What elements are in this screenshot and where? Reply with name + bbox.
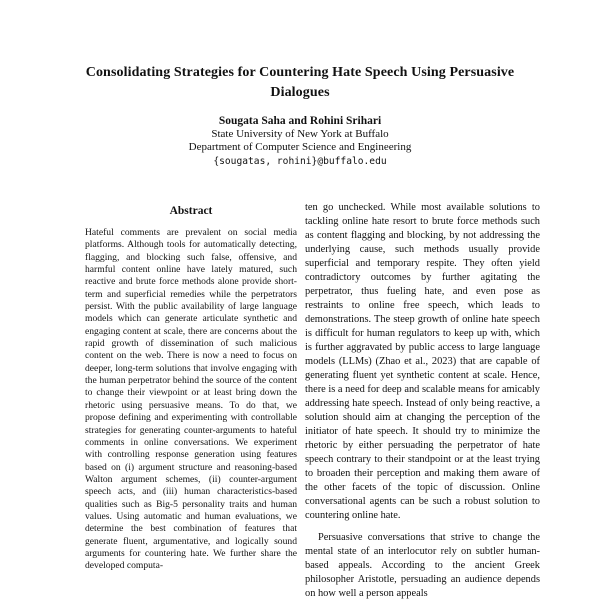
abstract-text: Hateful comments are prevalent on social media platforms. Although tools for automatically detecting, flagging, and blocking such false, offensive, and harmful content online have lately matured, such reactive and brute force methods alone provide short-term and superficial remedies while the perpetrators persist. With the public availability of large language models which can generate articulate synthetic and engaging content at scale, there are concerns about the rapid growth of dissemination of such malicious content on the web. There is now a need to focus on deeper, long-term solutions that involve engaging with the human perpetrator behind the source of the content to change their viewpoint or at least bring down the rhetoric using persuasive means. To do that, we propose defining and experimenting with controllable strategies for generating counter-arguments to hateful comments in online conversations. We experiment with controlling response generation using features based on (i) argument structure and reasoning-based Walton argument schemes, (ii) counter-argument speech acts, and (iii) human characteristics-based qualities such as Big-5 personality traits and human values. Using automatic and human evaluations, we determine the best combination of features that generate fluent, argumentative, and logically sound arguments for countering hate. We further share the developed computa- (85, 227, 297, 572)
left-column (85, 205, 297, 573)
author-block (100, 115, 500, 168)
body-paragraph-2: Persuasive conversations that strive to change the mental state of an interlocutor rely on subtler human-based appeals. According to the ancient Greek philosopher Aristotle, persuading an audience depends on how well a person appeals (305, 532, 540, 599)
abstract-heading: Abstract (169, 205, 213, 217)
affiliation-university: State University of New York at Buffalo (211, 128, 389, 140)
right-column (305, 201, 540, 601)
affiliation-department: Department of Computer Science and Engineering (188, 141, 412, 153)
author-emails: {sougatas, rohini}@buffalo.edu (213, 156, 387, 167)
author-names: Sougata Saha and Rohini Srihari (218, 115, 382, 127)
body-paragraph-1: ten go unchecked. While most available solutions to tackling online hate resort to brute force methods such as content flagging and blocking, by not addressing the underlying cause, such methods usually provide superficial and temporary respite. They often yield contradictory outcomes by further agitating the perpetrator, thus fueling hate, and even pose as restraints to online free speech, which leads to demonstrations. The steep growth of online hate speech is difficult for human regulators to keep up with, which is further aggravated by public access to large language models (LLMs) (Zhao et al., 2023) that are capable of generating fluent yet synthetic content at scale. Hence, there is a need for deep and scalable means for amicably addressing hate speech. Instead of only being reactive, a solution should aim at changing the perception of the initiator of hate speech. It should try to minimize the rhetoric by either persuading the perpetrator of hate speech contrary to their standpoint or at the least trying to broaden their perception and making them aware of the other facets of the topic of discussion. Online conversational agents can be such a robust solution to countering online hate. (305, 202, 540, 521)
paper-title: Consolidating Strategies for Countering Hate Speech Using Persuasive Dialogues (85, 65, 515, 100)
